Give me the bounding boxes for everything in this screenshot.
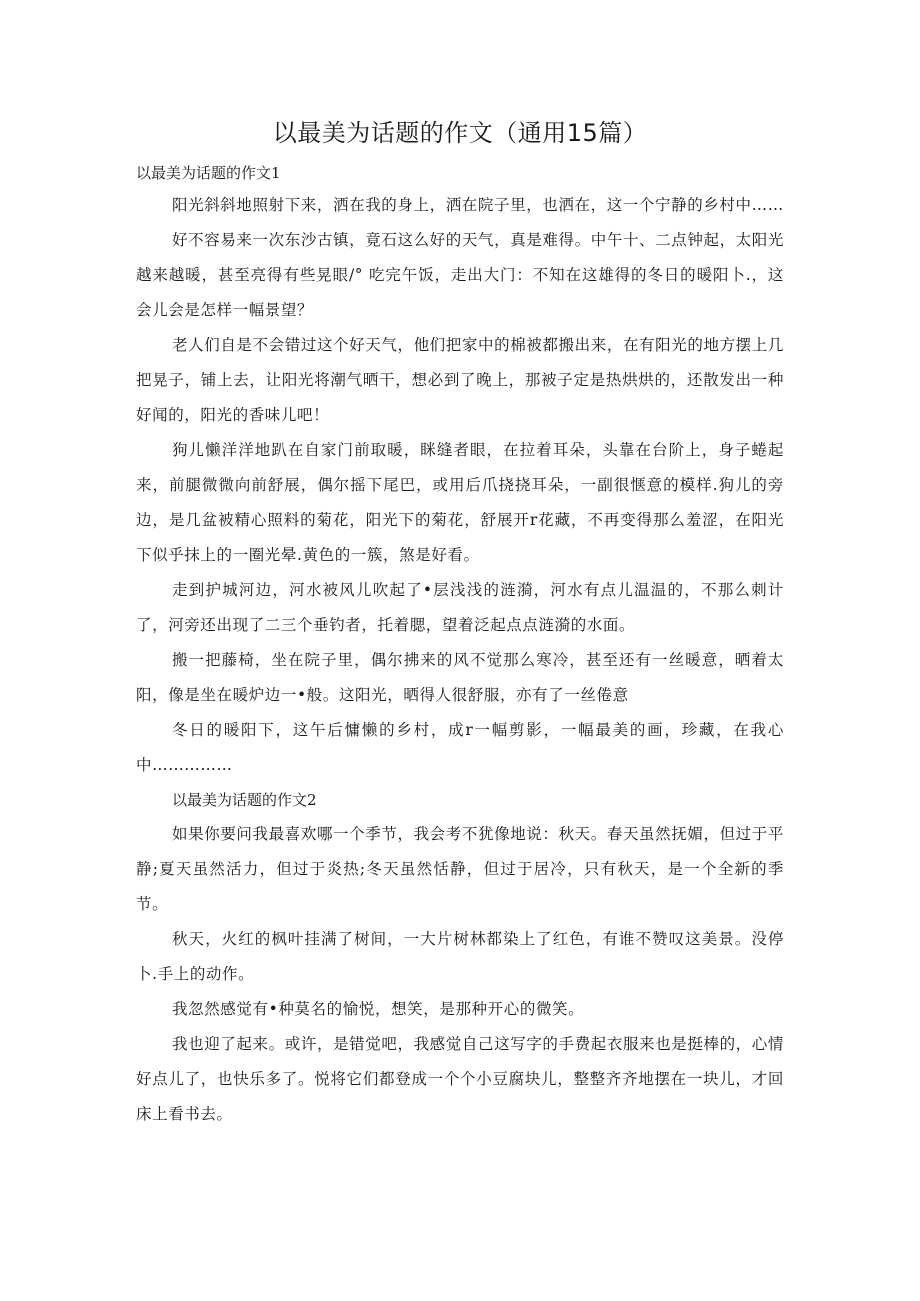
paragraph: 搬一把藤椅，坐在院子里，偶尔拂来的风不觉那么寒冷，甚至还有一丝暖意，晒着太阳，像是坐在暖炉边一•般。这阳光，晒得人很舒服，亦有了一丝倦意 — [136, 651, 784, 704]
paragraph: 好不容易来一次东沙古镇，竟石这么好的天气，真是难得。中午十、二点钟起，太阳光越来越暖，甚至亮得有些晃眼/° 吃完午饭，走出大门：不知在这雄得的冬日的暖阳卜.，这会儿会是怎样一幅景望？ — [136, 231, 784, 319]
document-body — [136, 160, 784, 1132]
paragraph: 我忽然感觉有•种莫名的愉悦，想笑，是那种开心的微笑。 — [172, 1000, 585, 1018]
paragraph: 秋天，火红的枫叶挂满了树间，一大片树林都染上了红色，有谁不赞叹这美景。没停卜.手上的动作。 — [136, 930, 784, 983]
paragraph: 走到护城河边，河水被风儿吹起了•层浅浅的涟漪，河水有点儿温温的，不那么刺计了，河旁还出现了二三个垂钓者，托着腮，望着泛起点点涟漪的水面。 — [136, 581, 784, 634]
paragraph: 冬日的暖阳下，这午后慵懒的乡村，成r一幅剪影，一幅最美的画，珍藏，在我心中…………… — [136, 721, 784, 774]
paragraph: 我也迎了起来。或许，是错觉吧，我感觉自己这写字的手费起衣服来也是挺棒的，心情好点儿了，也快乐多了。悦将它们都登成一个个小豆腐块儿，整整齐齐地摆在一块儿，才回床上看书去。 — [136, 1035, 784, 1123]
paragraph: 如果你要问我最喜欢哪一个季节，我会考不犹像地说：秋天。春天虽然抚媚，但过于平静;夏天虽然活力，但过于炎热;冬天虽然恬静，但过于居冷，只有秋天，是一个全新的季节。 — [136, 825, 784, 913]
paragraph: 阳光斜斜地照射下来，洒在我的身上，洒在院子里，也洒在，这一个宁静的乡村中…… — [172, 196, 784, 214]
section-heading: 以最美为话题的作文1 — [136, 164, 281, 182]
paragraph: 狗儿懒洋洋地趴在自家门前取暖，眯缝者眼，在拉着耳朵，头靠在台阶上，身子蜷起来，前腿微微向前舒展，偶尔摇下尾巴，或用后爪挠挠耳朵，一副很惬意的模样.狗儿的旁边，是几盆被精心照料的菊花，阳光下的菊花，舒展开r花藏，不再变得那么羞涩，在阳光下似乎抹上的一圈光晕.黄色的一簇，煞是好看。 — [136, 441, 784, 564]
document-title: 以最美为话题的作文（通用15篇） — [272, 119, 648, 147]
paragraph: 老人们自是不会错过这个好天气，他们把家中的棉被都搬出来，在有阳光的地方摆上几把晃子，铺上去，让阳光将潮气晒干，想必到了晚上，那被子定是热烘烘的，还散发出一种好闻的，阳光的香味儿吧！ — [136, 336, 784, 424]
section-heading: 以最美为话题的作文2 — [172, 791, 317, 809]
